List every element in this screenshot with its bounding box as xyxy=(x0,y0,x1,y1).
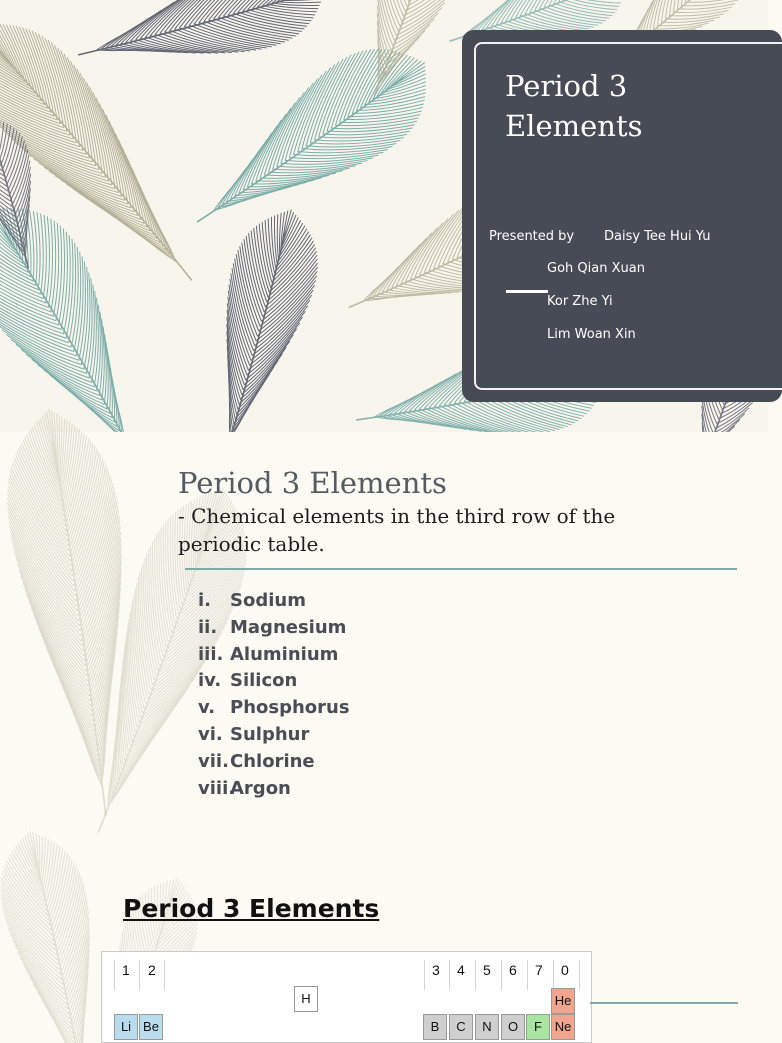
element-name: Sodium xyxy=(230,590,306,611)
column-line xyxy=(114,960,115,990)
list-numeral: vii. xyxy=(198,750,229,772)
feather-icon xyxy=(169,22,453,263)
element-cell-fluorine: F xyxy=(526,1014,550,1040)
list-numeral: viii. xyxy=(198,777,236,799)
title-divider xyxy=(506,290,548,293)
element-name: Magnesium xyxy=(230,616,347,638)
element-cell-nitrogen: N xyxy=(475,1014,499,1040)
periodic-table-image xyxy=(101,951,592,1043)
divider-line xyxy=(590,1002,738,1004)
presenter-1: Daisy Tee Hui Yu xyxy=(604,229,711,244)
feather-icon xyxy=(341,0,464,107)
group-label: 6 xyxy=(509,962,517,978)
column-line xyxy=(164,960,165,990)
presenter-2: Goh Qian Xuan xyxy=(547,261,645,276)
element-cell-carbon: C xyxy=(449,1014,473,1040)
element-name: Phosphorus xyxy=(230,697,350,719)
divider-line xyxy=(185,568,737,570)
column-line xyxy=(501,960,502,990)
element-name: Silicon xyxy=(230,670,298,692)
group-label: 2 xyxy=(148,962,156,978)
column-line xyxy=(527,960,528,990)
presenter-3: Kor Zhe Yi xyxy=(547,294,613,309)
feather-icon xyxy=(68,0,336,95)
slide-title xyxy=(505,66,745,146)
element-cell-beryllium: Be xyxy=(139,1014,163,1040)
element-name: Aluminium xyxy=(230,643,339,665)
list-item xyxy=(198,644,350,671)
presented-by-label: Presented by xyxy=(489,229,575,244)
presenter-4: Lim Woan Xin xyxy=(547,327,636,342)
group-label: 3 xyxy=(432,962,440,978)
group-label: 0 xyxy=(561,962,569,978)
list-item xyxy=(198,617,350,644)
element-name: Chlorine xyxy=(230,750,315,772)
list-numeral: v. xyxy=(198,697,216,719)
title-line-2: Elements xyxy=(505,109,643,143)
list-item xyxy=(198,697,350,724)
table-slide-title: Period 3 Elements xyxy=(123,894,380,923)
list-numeral: vi. xyxy=(198,723,223,745)
element-cell-helium: He xyxy=(551,988,575,1014)
list-numeral: iv. xyxy=(198,670,222,692)
group-label: 5 xyxy=(483,962,491,978)
element-cell-hydrogen: H xyxy=(294,986,318,1012)
column-line xyxy=(579,960,580,990)
list-item xyxy=(198,751,350,778)
intro-description: - Chemical elements in the third row of the periodic table. xyxy=(178,504,616,556)
element-name: Argon xyxy=(230,777,291,799)
list-item xyxy=(198,670,350,697)
element-name: Sulphur xyxy=(230,723,310,745)
feather-icon xyxy=(185,199,332,467)
list-item xyxy=(198,590,350,617)
list-item xyxy=(198,724,350,751)
element-cell-oxygen: O xyxy=(501,1014,525,1040)
column-line xyxy=(424,960,425,990)
intro-slide xyxy=(0,432,768,864)
column-line xyxy=(449,960,450,990)
group-label: 1 xyxy=(122,962,130,978)
title-slide xyxy=(0,0,768,432)
list-numeral: iii. xyxy=(198,643,224,665)
group-label: 4 xyxy=(457,962,465,978)
column-line xyxy=(139,960,140,990)
group-label: 7 xyxy=(535,962,543,978)
element-cell-lithium: Li xyxy=(114,1014,138,1040)
column-line xyxy=(553,960,554,990)
periodic-table-slide xyxy=(0,864,768,1034)
list-numeral: ii. xyxy=(198,616,218,638)
intro-title: Period 3 Elements xyxy=(178,466,447,500)
element-list xyxy=(198,590,350,804)
list-item xyxy=(198,778,350,805)
column-line xyxy=(475,960,476,990)
element-cell-neon: Ne xyxy=(551,1014,575,1040)
element-cell-boron: B xyxy=(423,1014,447,1040)
title-line-1: Period 3 xyxy=(505,69,628,103)
list-numeral: i. xyxy=(198,590,212,611)
